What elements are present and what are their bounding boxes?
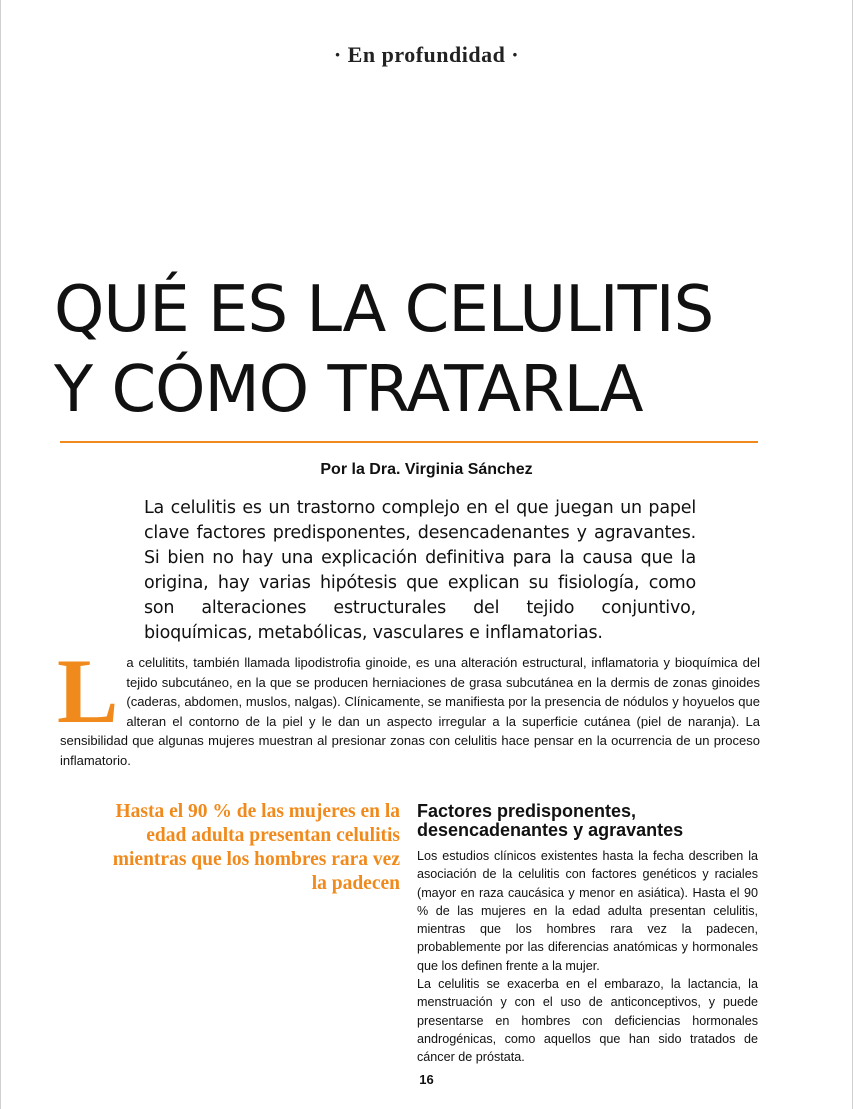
intro-paragraph	[57, 640, 760, 770]
article-title-line-2: Y CÓMO TRATARLA	[54, 353, 643, 427]
article-title-line-1: QUÉ ES LA CELULITIS	[54, 273, 714, 347]
article-title	[54, 270, 814, 430]
section-label: · En profundidad ·	[333, 42, 520, 67]
section-subheading	[417, 802, 757, 840]
section-subheading-line-2: desencadenantes y agravantes	[417, 820, 684, 840]
body-paragraph-1: Los estudios clínicos existentes hasta la fecha describen la asociación de la celulitis con factores genéticos y raciales (mayor en raza caucásica y menor en asiática). Hasta el 90 % de las mujeres en la edad adulta presentan celulitis, mientras que los hombres rara vez la padecen, probablemente por las diferencias anatómicas y hormonales que los definen frente a la mujer.	[417, 849, 758, 973]
lead-paragraph: La celulitis es un trastorno complejo en el que juegan un papel clave factores predisponentes, desencadenantes y agravantes. Si bien no hay una explicación definitiva para la causa que la origina, hay varias hipótesis que explican su fisiología, como son alteraciones estructurales del tejido conjuntivo, bioquímicas, metabólicas, vasculares e inflamatorias.	[144, 498, 696, 643]
drop-cap: L	[57, 640, 119, 742]
byline: Por la Dra. Virginia Sánchez	[320, 461, 533, 478]
page-number: 16	[419, 1072, 434, 1087]
title-divider	[60, 441, 758, 443]
intro-text: a celulitits, también llamada lipodistrofia ginoide, es una alteración estructural, inflamatoria y bioquímica del tejido subcutáneo, en la que se producen herniaciones de grasa subcutánea en la dermis de zonas ginoides (caderas, abdomen, muslos, nalgas). Clínicamente, se manifiesta por la presencia de nódulos y hoyuelos que alteran el contorno de la piel y le dan un aspecto irregular a la superficie cutánea (piel de naranja). La sensibilidad que algunas mujeres muestran al presionar zonas con celulitis hace pensar en la ocurrencia de un proceso inflamatorio.	[60, 655, 760, 768]
body-paragraph-2: La celulitis se exacerba en el embarazo, la lactancia, la menstruación y con el uso de anticonceptivos, y puede presentarse en hombres con deficiencias hormonales androgénicas, como aquellos que han sido tratados de cáncer de próstata.	[417, 977, 758, 1065]
section-subheading-line-1: Factores predisponentes,	[417, 801, 637, 821]
page-edge-left	[0, 0, 1, 1109]
body-column	[417, 847, 758, 1067]
pull-quote: Hasta el 90 % de las mujeres en la edad adulta presentan celulitis mientras que los hombres rara vez la padecen	[112, 801, 400, 894]
